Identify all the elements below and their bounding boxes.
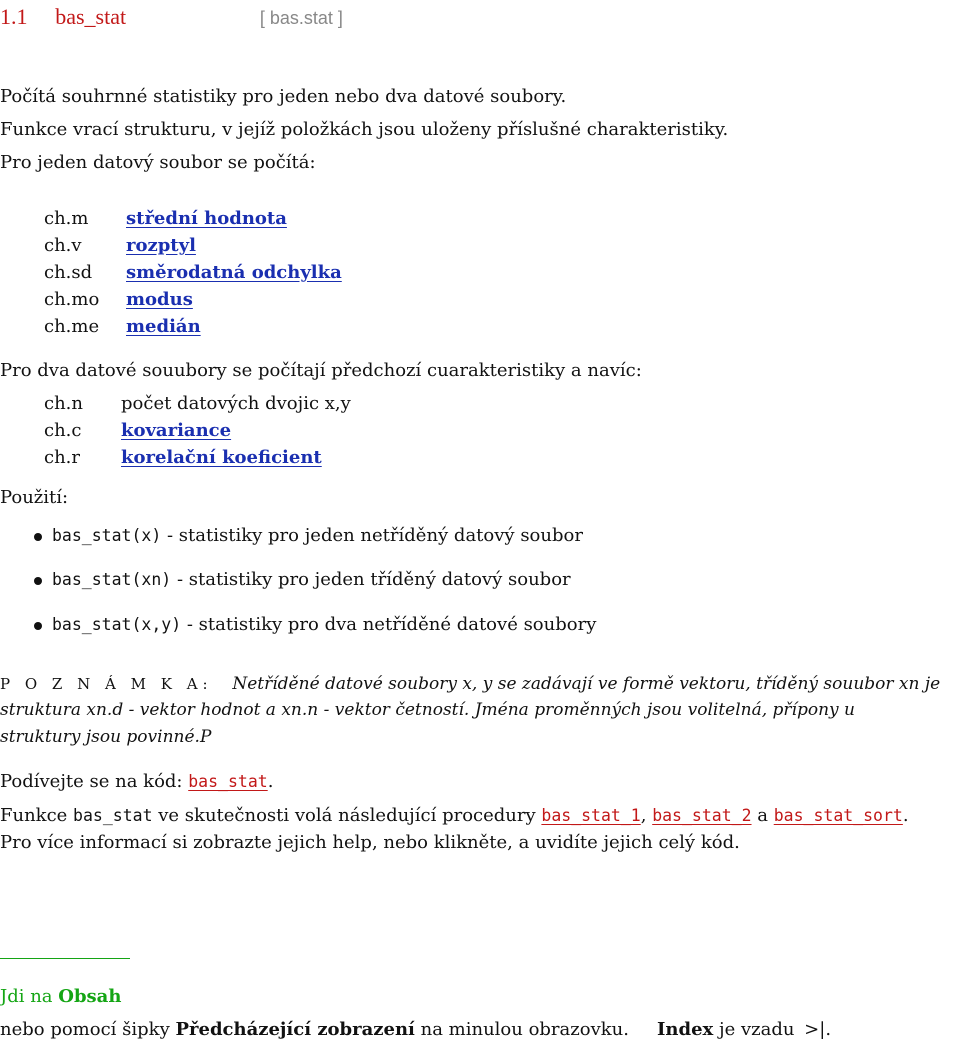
code-reference-label: Podívejte se na kód:: [0, 771, 189, 792]
calls-help-line: Pro více informací si zobrazte jejich help, nebo klikněte, a uvidíte jejich celý kód.: [0, 832, 740, 853]
list-item: [34, 569, 571, 590]
stat-key: ch.sd: [44, 262, 93, 283]
stat-key: ch.me: [44, 316, 100, 337]
link-kovariance[interactable]: kovariance: [121, 420, 232, 441]
link-bas-stat-2[interactable]: bas_stat_2: [652, 806, 752, 825]
usage-text: - statistiky pro dva netříděné datové soubory: [181, 614, 597, 635]
note-line-3: struktury jsou povinné.P: [0, 727, 212, 747]
bullet-icon: [34, 622, 42, 630]
calls-sep: ,: [640, 805, 653, 826]
code-reference-end: .: [267, 771, 274, 792]
section-number: 1.1: [0, 4, 28, 29]
stat-key: ch.m: [44, 208, 89, 229]
intro-line-1: Počítá souhrnné statistiky pro jeden nebo dva datové soubory.: [0, 86, 567, 107]
bullet-icon: [34, 533, 42, 541]
nav-suffix: na minulou obrazovku.: [414, 1019, 629, 1040]
link-rozptyl[interactable]: rozptyl: [126, 235, 196, 256]
stat-key: ch.mo: [44, 289, 100, 310]
list-item: [34, 525, 583, 546]
link-smerodatna-odchylka[interactable]: směrodatná odchylka: [126, 262, 342, 283]
link-bas-stat-code[interactable]: bas_stat: [188, 772, 268, 791]
note-line-1: [0, 673, 940, 694]
stat-label: počet datových dvojic x,y: [121, 393, 351, 414]
calls-end: .: [902, 805, 909, 826]
usage-code: bas_stat(xn): [52, 570, 172, 589]
note-text: Netříděné datové soubory x, y se zadávají ve formě vektoru, tříděný souubor xn je: [232, 674, 941, 694]
index-label: Index: [656, 1019, 714, 1040]
note-line-2: struktura xn.d - vektor hodnot a xn.n - vektor četností. Jména proměnných jsou volitelná, přípony u: [0, 700, 856, 720]
navigation-hint: [0, 1019, 831, 1040]
code-reference: [0, 771, 273, 792]
link-median[interactable]: medián: [126, 316, 201, 337]
end-arrow-icon: >|: [804, 1019, 826, 1040]
usage-code: bas_stat(x): [52, 526, 162, 545]
intro-line-2: Funkce vrací strukturu, v jejíž položkách jsou uloženy příslušné charakteristiky.: [0, 119, 729, 140]
calls-middle: ve skutečnosti volá následující procedury: [152, 805, 542, 826]
link-korelacni-koeficient[interactable]: korelační koeficient: [121, 447, 322, 468]
note-label: P O Z N Á M K A:: [0, 675, 213, 693]
nav-prefix: nebo pomocí šipky: [0, 1019, 176, 1040]
stat-key: ch.n: [44, 393, 83, 414]
stat-key: ch.r: [44, 447, 80, 468]
link-obsah[interactable]: Obsah: [58, 986, 122, 1007]
go-prefix: Jdi na: [0, 986, 59, 1007]
previous-view-label: Předcházející zobrazení: [175, 1019, 415, 1040]
calls-line: [0, 805, 909, 826]
go-to-contents: [0, 986, 121, 1007]
bullet-icon: [34, 577, 42, 585]
link-bas-stat-sort[interactable]: bas_stat_sort: [773, 806, 903, 825]
usage-heading: Použití:: [0, 487, 69, 508]
section-title: bas_stat: [55, 4, 127, 29]
footer-divider: [0, 958, 130, 959]
usage-code: bas_stat(x,y): [52, 615, 182, 634]
calls-prefix: Funkce: [0, 805, 74, 826]
intro-line-3: Pro jeden datový soubor se počítá:: [0, 152, 316, 173]
index-suffix: je vzadu: [713, 1019, 801, 1040]
usage-text: - statistiky pro jeden netříděný datový soubor: [161, 525, 583, 546]
list-item: [34, 614, 596, 635]
pair-intro: Pro dva datové souubory se počítají předchozí cuarakteristiky a navíc:: [0, 360, 642, 381]
link-modus[interactable]: modus: [126, 289, 193, 310]
nav-end: .: [825, 1019, 832, 1040]
usage-text: - statistiky pro jeden tříděný datový soubor: [171, 569, 571, 590]
stat-key: ch.c: [44, 420, 82, 441]
stat-key: ch.v: [44, 235, 82, 256]
section-heading: [0, 4, 343, 30]
section-alias: [ bas.stat ]: [259, 8, 343, 28]
function-name: bas_stat: [73, 806, 153, 825]
calls-sep: a: [751, 805, 774, 826]
link-stredni-hodnota[interactable]: střední hodnota: [126, 208, 287, 229]
link-bas-stat-1[interactable]: bas_stat_1: [541, 806, 641, 825]
